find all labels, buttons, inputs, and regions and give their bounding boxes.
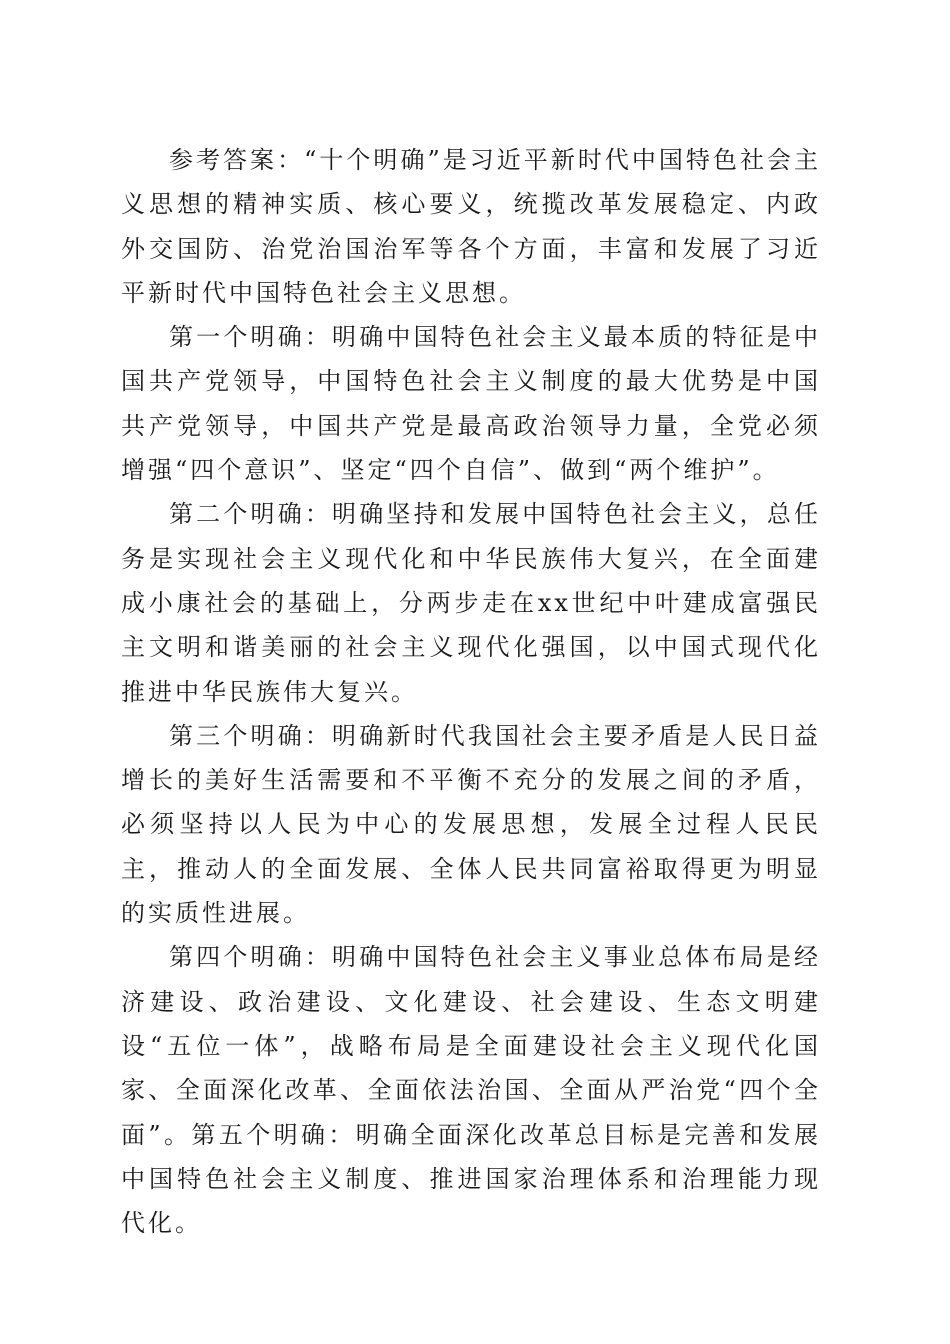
paragraph-first-clarification: 第一个明确：明确中国特色社会主义最本质的特征是中国共产党领导，中国特色社会主义制度的最大优势是中国共产党领导，中国共产党是最高政治领导力量，全党必须增强“四个意识”、坚定“四个自信”、做到“两个维护”。 [121,323,821,485]
paragraph-fourth-fifth-clarification: 第四个明确：明确中国特色社会主义事业总体布局是经济建设、政治建设、文化建设、社会建设、生态文明建设“五位一体”，战略布局是全面建设社会主义现代化国家、全面深化改革、全面依法治国、全面从严治党“四个全面”。第五个明确：明确全面深化改革总目标是完善和发展中国特色社会主义制度、推进国家治理体系和治理能力现代化。 [121,943,821,1238]
paragraph-third-clarification: 第三个明确：明确新时代我国社会主要矛盾是人民日益增长的美好生活需要和不平衡不充分的发展之间的矛盾，必须坚持以人民为中心的发展思想，发展全过程人民民主，推动人的全面发展、全体人民共同富裕取得更为明显的实质性进展。 [121,721,821,928]
paragraph-answer: 参考答案：“十个明确”是习近平新时代中国特色社会主义思想的精神实质、核心要义，统揽改革发展稳定、内政外交国防、治党治国治军等各个方面，丰富和发展了习近平新时代中国特色社会主义思想。 [121,146,821,307]
document-body [121,138,821,1245]
paragraph-second-clarification: 第二个明确：明确坚持和发展中国特色社会主义，总任务是实现社会主义现代化和中华民族伟大复兴，在全面建成小康社会的基础上，分两步走在xx世纪中叶建成富强民主文明和谐美丽的社会主义现代化强国，以中国式现代化推进中华民族伟大复兴。 [121,500,821,706]
